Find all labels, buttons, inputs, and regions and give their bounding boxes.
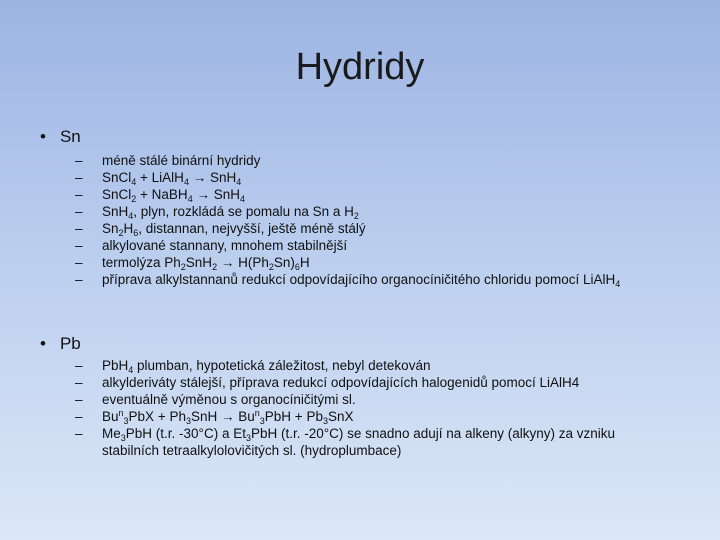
section-heading-pb bbox=[40, 334, 81, 354]
dash-bullet-icon: – bbox=[75, 392, 83, 407]
dash-bullet-icon: – bbox=[75, 238, 83, 253]
list-item: – $Sn_2H_6$, distannan, nejvyšší, ještě méně stálý bbox=[75, 221, 366, 238]
list-item: – SnH$_4$, plyn, rozkládá se pomalu na Sn a $H_2$ bbox=[75, 204, 359, 221]
list-item: – alkylované stannany, mnohem stabilnější bbox=[75, 238, 348, 253]
bullet-icon: • bbox=[40, 127, 46, 146]
list-item: – méně stálé binární hydridy bbox=[75, 153, 261, 168]
slide-title: Hydridy bbox=[295, 46, 425, 88]
dash-bullet-icon: – bbox=[75, 221, 83, 236]
section-heading-label: Sn bbox=[59, 127, 81, 146]
dash-bullet-icon: – bbox=[75, 255, 83, 270]
section-heading-sn bbox=[40, 127, 81, 147]
list-item: – $Me_3PbH$ (t.r. -30°C) a $Et_3PbH$ (t.r. -20°C) se snadno adují na alkeny (alkyny) za vzniku stabilních tetraalkylolovičitých sl. (hydroplumbace) bbox=[75, 426, 616, 458]
list-item: – alkylderiváty stálejší, příprava redukcí odpovídajících halogenidů pomocí LiAlH4 bbox=[75, 375, 580, 390]
dash-bullet-icon: – bbox=[75, 204, 83, 219]
list-item: – příprava alkylstannanů redukcí odpovídajícího organocíničitého chloridu pomocí LiAlH$_4$ bbox=[75, 272, 621, 289]
dash-bullet-icon: – bbox=[75, 170, 83, 185]
dash-bullet-icon: – bbox=[75, 272, 83, 287]
dash-bullet-icon: – bbox=[75, 153, 83, 168]
list-item: – $Bu^n_3PbX + Ph_3SnH \to Bu^n_3PbH + Pb_3SnX$ bbox=[75, 408, 354, 426]
dash-bullet-icon: – bbox=[75, 375, 83, 390]
dash-bullet-icon: – bbox=[75, 409, 83, 424]
list-item: – SnCl$_2$ + NaBH$_4$ → SnH$_4$ bbox=[75, 187, 245, 204]
dash-bullet-icon: – bbox=[75, 187, 83, 202]
dash-bullet-icon: – bbox=[75, 358, 83, 373]
dash-bullet-icon: – bbox=[75, 426, 83, 441]
list-item: – termolýza $Ph_2SnH_2 \to H(Ph_2Sn)_6H$ bbox=[75, 255, 310, 272]
pb-item-list bbox=[75, 357, 675, 459]
sn-item-list bbox=[75, 152, 675, 288]
list-item: – SnCl$_4$ + LiAlH$_4$ → SnH$_4$ bbox=[75, 170, 242, 187]
bullet-icon: • bbox=[40, 334, 46, 353]
section-heading-label: Pb bbox=[59, 334, 81, 353]
list-item: – PbH$_4$ plumban, hypotetická záležitost, nebyl detekován bbox=[75, 358, 431, 375]
list-item: – eventuálně výměnou s organocíničitými sl. bbox=[75, 392, 356, 407]
